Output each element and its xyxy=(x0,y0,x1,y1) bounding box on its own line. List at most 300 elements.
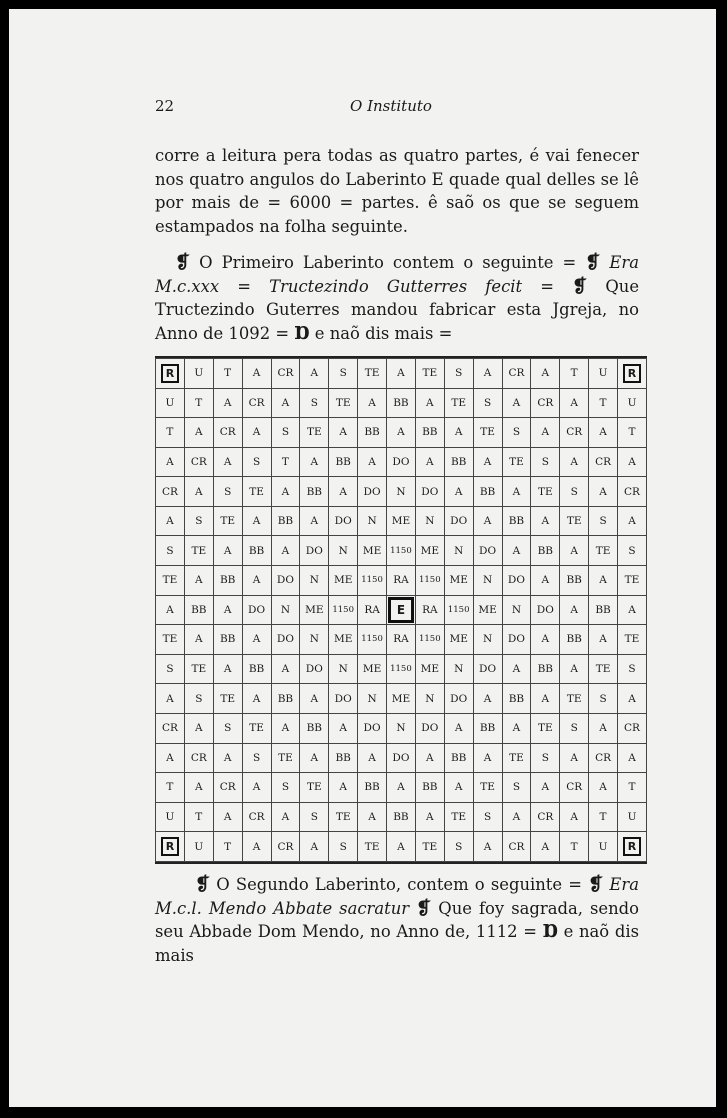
pilcrow-icon: ❡ xyxy=(416,897,432,919)
labyrinth-row xyxy=(156,743,647,773)
labyrinth-cell: CR xyxy=(213,773,242,803)
labyrinth-cell: BB xyxy=(444,743,473,773)
labyrinth-row xyxy=(156,713,647,743)
labyrinth-cell: DO xyxy=(415,713,444,743)
labyrinth-cell: CR xyxy=(242,802,271,832)
labyrinth-cell: A xyxy=(358,743,387,773)
labyrinth-cell: A xyxy=(531,625,560,655)
text-span: O Primeiro Laberinto contem o seguinte = xyxy=(190,253,586,272)
labyrinth-cell: T xyxy=(184,388,213,418)
labyrinth-cell: BB xyxy=(560,625,589,655)
labyrinth-cell: U xyxy=(618,802,647,832)
labyrinth-cell: TE xyxy=(184,654,213,684)
paragraph-1: corre a leitura pera todas as quatro partes, é vai fenecer nos quatro angulos do Laberinto E quade qual delles se lê por mais de = 6000 = partes. ê saõ os que se seguem estampados na folha seguinte. xyxy=(155,146,639,236)
running-title: O Instituto xyxy=(350,97,432,115)
labyrinth-cell: A xyxy=(502,477,531,507)
labyrinth-cell: A xyxy=(473,684,502,714)
labyrinth-cell: CR xyxy=(589,447,618,477)
labyrinth-cell: BB xyxy=(502,506,531,536)
labyrinth-cell: TE xyxy=(560,506,589,536)
labyrinth-cell: DO xyxy=(329,506,358,536)
labyrinth-cell: A xyxy=(300,832,329,862)
labyrinth-cell: BB xyxy=(387,388,416,418)
labyrinth-cell: A xyxy=(560,536,589,566)
labyrinth-cell: TE xyxy=(531,477,560,507)
labyrinth-cell: A xyxy=(473,832,502,862)
labyrinth-cell: CR xyxy=(184,447,213,477)
labyrinth-row xyxy=(156,595,647,625)
labyrinth-cell: S xyxy=(618,654,647,684)
labyrinth-cell: DO xyxy=(473,536,502,566)
labyrinth-cell: BB xyxy=(415,773,444,803)
labyrinth-cell: A xyxy=(589,625,618,655)
labyrinth-cell: A xyxy=(242,773,271,803)
labyrinth-cell: A xyxy=(618,595,647,625)
labyrinth-cell: DO xyxy=(271,566,300,596)
labyrinth-cell: CR xyxy=(618,477,647,507)
pilcrow-icon: ❡ xyxy=(175,252,191,273)
labyrinth-cell: TE xyxy=(329,802,358,832)
labyrinth-cell: CR xyxy=(502,832,531,862)
labyrinth-cell: A xyxy=(242,359,271,389)
labyrinth-cell: A xyxy=(531,566,560,596)
labyrinth-cell: T xyxy=(271,447,300,477)
labyrinth-cell: DO xyxy=(271,625,300,655)
labyrinth-cell: TE xyxy=(415,359,444,389)
labyrinth-cell: BB xyxy=(242,536,271,566)
text-span: e naõ dis mais = xyxy=(309,323,453,343)
labyrinth-cell: TE xyxy=(444,388,473,418)
labyrinth-row xyxy=(156,388,647,418)
text-span: = xyxy=(219,276,270,296)
labyrinth-cell: CR xyxy=(618,713,647,743)
labyrinth-cell: U xyxy=(156,388,185,418)
labyrinth-cell: T xyxy=(213,359,242,389)
labyrinth-cell: U xyxy=(589,359,618,389)
labyrinth-cell: T xyxy=(589,802,618,832)
labyrinth-cell: TE xyxy=(242,477,271,507)
labyrinth-cell: ME xyxy=(329,566,358,596)
labyrinth-cell: ME xyxy=(358,654,387,684)
labyrinth-cell: A xyxy=(213,388,242,418)
labyrinth-cell: A xyxy=(473,743,502,773)
labyrinth-cell: T xyxy=(589,388,618,418)
labyrinth-cell: N xyxy=(300,566,329,596)
labyrinth-cell: S xyxy=(560,477,589,507)
labyrinth-cell: A xyxy=(213,447,242,477)
labyrinth-cell: DO xyxy=(358,713,387,743)
labyrinth-cell: A xyxy=(589,477,618,507)
pilcrow-icon: ❡ xyxy=(572,275,588,297)
labyrinth-cell: N xyxy=(329,654,358,684)
labyrinth-cell: A xyxy=(444,418,473,448)
labyrinth-cell: A xyxy=(560,388,589,418)
labyrinth-cell: ME xyxy=(444,625,473,655)
labyrinth-cell: A xyxy=(473,506,502,536)
labyrinth-cell: 1150 xyxy=(358,625,387,655)
page xyxy=(9,9,716,1107)
labyrinth-cell: S xyxy=(242,447,271,477)
labyrinth-cell: TE xyxy=(358,832,387,862)
labyrinth-cell: A xyxy=(329,418,358,448)
labyrinth-cell: A xyxy=(473,447,502,477)
labyrinth-cell: A xyxy=(329,713,358,743)
labyrinth-cell: N xyxy=(358,506,387,536)
labyrinth-cell: A xyxy=(271,654,300,684)
labyrinth-cell: 1150 xyxy=(329,595,358,625)
labyrinth-cell: TE xyxy=(618,625,647,655)
d-mark-icon: Ɒ xyxy=(294,322,310,344)
labyrinth-cell: A xyxy=(415,743,444,773)
labyrinth-cell: A xyxy=(358,802,387,832)
labyrinth-cell: S xyxy=(444,359,473,389)
labyrinth-cell: TE xyxy=(329,388,358,418)
labyrinth-cell: A xyxy=(358,388,387,418)
labyrinth-cell: ME xyxy=(329,625,358,655)
labyrinth-cell: A xyxy=(387,773,416,803)
labyrinth-cell: A xyxy=(242,684,271,714)
labyrinth-cell: S xyxy=(473,388,502,418)
labyrinth-cell: A xyxy=(531,359,560,389)
labyrinth-cell: S xyxy=(156,536,185,566)
labyrinth-cell: A xyxy=(502,536,531,566)
labyrinth-cell: DO xyxy=(502,566,531,596)
labyrinth-cell: A xyxy=(329,773,358,803)
labyrinth-table xyxy=(155,358,647,862)
labyrinth-cell: A xyxy=(156,684,185,714)
labyrinth-cell: T xyxy=(156,773,185,803)
labyrinth-cell: BB xyxy=(473,477,502,507)
labyrinth-cell: A xyxy=(560,802,589,832)
labyrinth-cell: BB xyxy=(358,418,387,448)
text-span: Que foy sagrada, sendo seu Abbade Dom Mendo, no Anno de, 1112 = xyxy=(155,898,639,941)
labyrinth-cell: ME xyxy=(387,506,416,536)
labyrinth-cell: TE xyxy=(473,773,502,803)
labyrinth-row xyxy=(156,536,647,566)
labyrinth-cell: T xyxy=(213,832,242,862)
labyrinth-cell: RA xyxy=(415,595,444,625)
labyrinth-cell: S xyxy=(502,418,531,448)
labyrinth-cell: ME xyxy=(387,684,416,714)
labyrinth-cell: CR xyxy=(531,388,560,418)
labyrinth-cell: T xyxy=(560,359,589,389)
labyrinth-cell: A xyxy=(531,684,560,714)
labyrinth-cell: 1150 xyxy=(358,566,387,596)
labyrinth-cell: CR xyxy=(502,359,531,389)
labyrinth-cell: A xyxy=(473,359,502,389)
labyrinth-cell: DO xyxy=(387,447,416,477)
labyrinth-cell: BB xyxy=(387,802,416,832)
labyrinth-row xyxy=(156,359,647,389)
labyrinth-cell: A xyxy=(589,566,618,596)
labyrinth-cell: BB xyxy=(271,684,300,714)
labyrinth-cell: BB xyxy=(589,595,618,625)
labyrinth-cell: A xyxy=(213,595,242,625)
labyrinth-cell: TE xyxy=(415,832,444,862)
labyrinth-row xyxy=(156,684,647,714)
labyrinth-cell: N xyxy=(271,595,300,625)
labyrinth-cell: TE xyxy=(156,625,185,655)
labyrinth-cell: BB xyxy=(300,477,329,507)
labyrinth-cell: S xyxy=(531,447,560,477)
labyrinth-cell: N xyxy=(387,477,416,507)
labyrinth-cell: DO xyxy=(444,506,473,536)
labyrinth-cell: S xyxy=(560,713,589,743)
labyrinth-cell: T xyxy=(560,832,589,862)
labyrinth-cell: CR xyxy=(156,713,185,743)
labyrinth-row xyxy=(156,506,647,536)
labyrinth-cell: DO xyxy=(473,654,502,684)
text-span: O Segundo Laberinto, contem o seguinte = xyxy=(210,875,589,894)
labyrinth-cell: TE xyxy=(300,418,329,448)
labyrinth-cell: A xyxy=(560,743,589,773)
labyrinth-cell: U xyxy=(156,802,185,832)
text-span: e naõ dis mais xyxy=(155,922,639,965)
labyrinth-cell: A xyxy=(271,536,300,566)
pilcrow-icon: ❡ xyxy=(195,874,211,895)
labyrinth-cell: A xyxy=(271,802,300,832)
labyrinth-cell: S xyxy=(300,802,329,832)
labyrinth-cell: TE xyxy=(502,447,531,477)
labyrinth-cell: DO xyxy=(502,625,531,655)
labyrinth-cell: N xyxy=(415,506,444,536)
labyrinth-cell: N xyxy=(415,684,444,714)
labyrinth-cell: BB xyxy=(329,447,358,477)
labyrinth-cell: CR xyxy=(242,388,271,418)
labyrinth-cell: T xyxy=(618,773,647,803)
labyrinth-cell: DO xyxy=(300,654,329,684)
labyrinth-cell: A xyxy=(618,743,647,773)
labyrinth-cell: N xyxy=(300,625,329,655)
labyrinth-cell: DO xyxy=(329,684,358,714)
labyrinth-cell: A xyxy=(531,418,560,448)
labyrinth-cell: A xyxy=(242,418,271,448)
paragraph-2 xyxy=(155,251,639,345)
labyrinth-cell: A xyxy=(531,506,560,536)
labyrinth-cell: ME xyxy=(415,654,444,684)
labyrinth-cell: R xyxy=(156,359,185,389)
labyrinth-cell: BB xyxy=(271,506,300,536)
labyrinth-cell: BB xyxy=(531,654,560,684)
labyrinth-cell: A xyxy=(618,447,647,477)
labyrinth-cell: U xyxy=(184,832,213,862)
labyrinth-cell: TE xyxy=(589,536,618,566)
labyrinth-cell: A xyxy=(300,743,329,773)
labyrinth-cell: BB xyxy=(242,654,271,684)
labyrinth-cell: S xyxy=(300,388,329,418)
labyrinth-cell: CR xyxy=(213,418,242,448)
labyrinth-cell: A xyxy=(444,477,473,507)
labyrinth-cell: RA xyxy=(358,595,387,625)
labyrinth-cell: A xyxy=(387,359,416,389)
labyrinth-cell: TE xyxy=(531,713,560,743)
labyrinth-cell: A xyxy=(184,418,213,448)
labyrinth-cell: A xyxy=(184,773,213,803)
labyrinth-cell: A xyxy=(358,447,387,477)
labyrinth-cell: S xyxy=(184,684,213,714)
labyrinth-cell: CR xyxy=(271,359,300,389)
labyrinth-cell: S xyxy=(473,802,502,832)
labyrinth-cell: A xyxy=(184,625,213,655)
labyrinth-cell: ME xyxy=(473,595,502,625)
labyrinth-cell: DO xyxy=(531,595,560,625)
labyrinth-cell: A xyxy=(589,713,618,743)
labyrinth-cell: A xyxy=(213,802,242,832)
labyrinth-cell: S xyxy=(271,418,300,448)
labyrinth-cell: A xyxy=(156,743,185,773)
labyrinth-cell: A xyxy=(502,654,531,684)
labyrinth-cell: A xyxy=(531,773,560,803)
labyrinth-cell: A xyxy=(329,477,358,507)
labyrinth-cell: 1150 xyxy=(387,654,416,684)
labyrinth-cell: CR xyxy=(560,773,589,803)
labyrinth-cell: R xyxy=(618,832,647,862)
labyrinth-cell: DO xyxy=(242,595,271,625)
labyrinth-cell: DO xyxy=(358,477,387,507)
labyrinth-cell: CR xyxy=(156,477,185,507)
d-mark-icon: Ɒ xyxy=(542,921,558,942)
labyrinth-cell: TE xyxy=(502,743,531,773)
labyrinth-cell: CR xyxy=(271,832,300,862)
pilcrow-icon: ❡ xyxy=(588,874,604,895)
labyrinth-cell: A xyxy=(184,566,213,596)
labyrinth-cell: A xyxy=(589,773,618,803)
labyrinth-cell: A xyxy=(415,388,444,418)
labyrinth-cell: ME xyxy=(358,536,387,566)
labyrinth-cell: DO xyxy=(300,536,329,566)
labyrinth-cell: A xyxy=(618,506,647,536)
labyrinth-cell: TE xyxy=(213,506,242,536)
labyrinth-cell: U xyxy=(589,832,618,862)
paragraph-3 xyxy=(155,873,639,967)
labyrinth-cell: S xyxy=(329,832,358,862)
page-number: 22 xyxy=(155,97,175,115)
labyrinth-cell: TE xyxy=(271,743,300,773)
labyrinth-cell: A xyxy=(444,713,473,743)
labyrinth-cell: RA xyxy=(387,625,416,655)
labyrinth-cell: BB xyxy=(502,684,531,714)
labyrinth-cell: A xyxy=(271,388,300,418)
labyrinth-cell: A xyxy=(156,595,185,625)
labyrinth-cell: 1150 xyxy=(387,536,416,566)
labyrinth-cell: DO xyxy=(444,684,473,714)
labyrinth-cell: TE xyxy=(444,802,473,832)
labyrinth-cell: RA xyxy=(387,566,416,596)
italic-era: Era M.c.l. Mendo Abbate sacratur xyxy=(155,875,639,918)
labyrinth-cell: A xyxy=(560,595,589,625)
labyrinth-table-wrap xyxy=(155,356,647,864)
labyrinth-cell: A xyxy=(300,359,329,389)
labyrinth-cell: CR xyxy=(589,743,618,773)
labyrinth-cell: A xyxy=(415,447,444,477)
labyrinth-cell: 1150 xyxy=(444,595,473,625)
labyrinth-cell: N xyxy=(473,625,502,655)
labyrinth-cell: A xyxy=(387,832,416,862)
labyrinth-cell: U xyxy=(184,359,213,389)
labyrinth-cell: A xyxy=(213,654,242,684)
labyrinth-cell: S xyxy=(589,506,618,536)
labyrinth-cell: T xyxy=(156,418,185,448)
labyrinth-row xyxy=(156,773,647,803)
labyrinth-cell: N xyxy=(444,536,473,566)
labyrinth-cell: A xyxy=(300,506,329,536)
labyrinth-cell: S xyxy=(444,832,473,862)
labyrinth-cell: A xyxy=(589,418,618,448)
labyrinth-cell: N xyxy=(444,654,473,684)
labyrinth-cell: N xyxy=(387,713,416,743)
labyrinth-cell: CR xyxy=(560,418,589,448)
labyrinth-cell: CR xyxy=(531,802,560,832)
labyrinth-cell: N xyxy=(473,566,502,596)
labyrinth-cell: A xyxy=(502,713,531,743)
labyrinth-cell: S xyxy=(156,654,185,684)
labyrinth-cell: TE xyxy=(358,359,387,389)
labyrinth-cell: BB xyxy=(213,566,242,596)
labyrinth-cell: A xyxy=(560,654,589,684)
labyrinth-cell: A xyxy=(184,477,213,507)
labyrinth-cell: T xyxy=(618,418,647,448)
text-span: = xyxy=(522,276,573,296)
labyrinth-cell: R xyxy=(156,832,185,862)
labyrinth-cell: BB xyxy=(300,713,329,743)
labyrinth-cell: BB xyxy=(415,418,444,448)
labyrinth-cell: CR xyxy=(184,743,213,773)
labyrinth-cell: TE xyxy=(560,684,589,714)
labyrinth-cell: S xyxy=(618,536,647,566)
labyrinth-cell: A xyxy=(242,566,271,596)
labyrinth-cell: 1150 xyxy=(415,566,444,596)
labyrinth-cell: A xyxy=(271,477,300,507)
labyrinth-row xyxy=(156,625,647,655)
labyrinth-cell: A xyxy=(300,684,329,714)
labyrinth-cell: S xyxy=(502,773,531,803)
labyrinth-row xyxy=(156,566,647,596)
labyrinth-cell: TE xyxy=(213,684,242,714)
labyrinth-cell: S xyxy=(184,506,213,536)
labyrinth-cell: T xyxy=(184,802,213,832)
labyrinth-cell: A xyxy=(502,802,531,832)
labyrinth-cell: A xyxy=(242,625,271,655)
labyrinth-row xyxy=(156,802,647,832)
labyrinth-cell: DO xyxy=(387,743,416,773)
labyrinth-cell: A xyxy=(213,536,242,566)
labyrinth-cell: A xyxy=(242,832,271,862)
italic-era: Era M.c.xxx xyxy=(155,253,639,296)
labyrinth-cell: TE xyxy=(242,713,271,743)
labyrinth-cell: BB xyxy=(531,536,560,566)
labyrinth-cell: ME xyxy=(300,595,329,625)
labyrinth-row xyxy=(156,477,647,507)
labyrinth-cell: TE xyxy=(300,773,329,803)
pilcrow-icon: ❡ xyxy=(585,252,601,273)
labyrinth-cell: BB xyxy=(473,713,502,743)
labyrinth-cell: E xyxy=(387,595,416,625)
text-span: Que Tructezindo Guterres mandou fabricar esta Jgreja, no Anno de 1092 = xyxy=(155,276,640,343)
labyrinth-cell: TE xyxy=(473,418,502,448)
labyrinth-row xyxy=(156,832,647,862)
labyrinth-cell: A xyxy=(242,506,271,536)
labyrinth-cell: A xyxy=(387,418,416,448)
labyrinth-cell: BB xyxy=(358,773,387,803)
labyrinth-cell: A xyxy=(618,684,647,714)
labyrinth-cell: A xyxy=(156,506,185,536)
labyrinth-cell: BB xyxy=(213,625,242,655)
labyrinth-cell: S xyxy=(242,743,271,773)
labyrinth-cell: A xyxy=(560,447,589,477)
labyrinth-cell: A xyxy=(444,773,473,803)
labyrinth-row xyxy=(156,654,647,684)
labyrinth-cell: A xyxy=(213,743,242,773)
